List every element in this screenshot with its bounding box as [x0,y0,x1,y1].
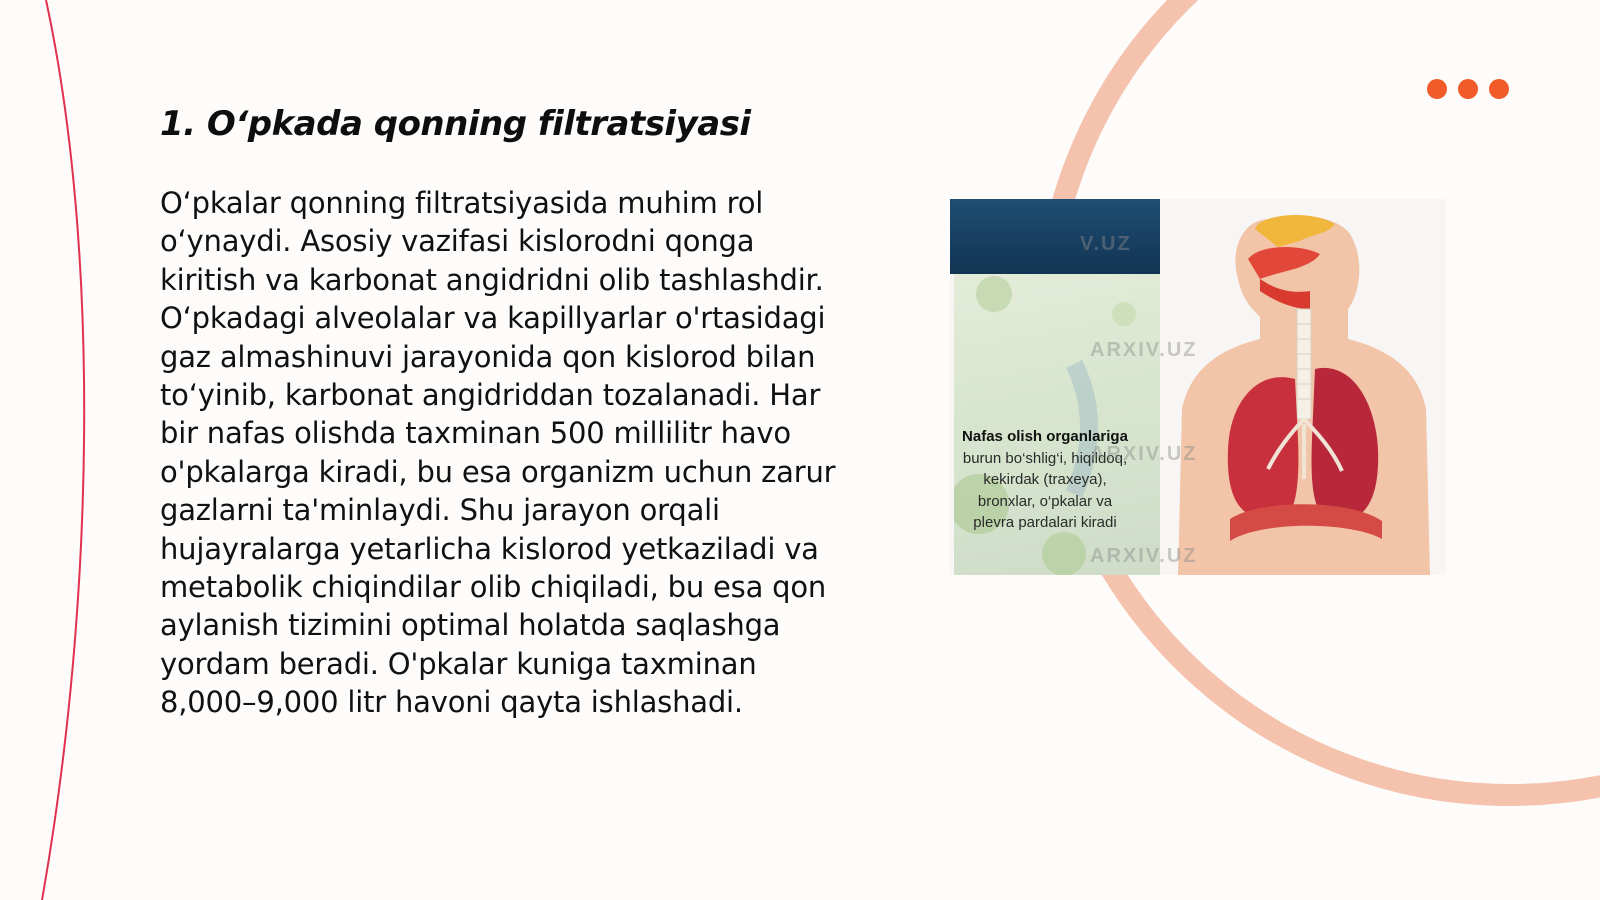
human-torso-illustration [1160,199,1446,575]
watermark-2: ARXIV.UZ [1090,339,1198,361]
dot-3 [1489,79,1509,99]
dot-1 [1427,79,1447,99]
dot-2 [1458,79,1478,99]
slide-title: 1. O‘pkada qonning filtratsiyasi [160,104,751,144]
watermark-4: ARXIV.UZ [1090,545,1198,567]
watermark-1: V.UZ [1080,233,1132,255]
left-accent-line [42,0,84,900]
slide-body-text: O‘pkalar qonning filtratsiyasida muhim rol o‘ynaydi. Asosiy vazifasi kislorodni qonga kiritish va karbonat angidridni olib tashlashdir. O‘pkadagi alveolalar va kapillyarlar o'rtasidagi gaz almashinuvi jarayonida qon kislorod bilan to‘yinib, karbonat angidriddan tozalanadi. Har bir nafas olishda taxminan 500 millilitr havo o'pkalarga kiradi, bu esa organizm uchun zarur gazlarni ta'minlaydi. Shu jarayon orqali hujayralarga yetarlicha kislorod yetkaziladi va metabolik chiqindilar olib chiqiladi, bu esa qon aylanish tizimini optimal holatda saqlashga yordam beradi. O'pkalar kuniga taxminan 8,000–9,000 litr havoni qayta ishlashadi. [160,186,836,720]
watermark-3: ARXIV.UZ [1090,443,1198,465]
image-caption-panel [954,274,1160,575]
menu-dots [1427,79,1509,99]
respiratory-system-image [950,199,1446,575]
caption-rest: burun bo‘shlig‘i, hiqildoq, kekirdak (traxeya), bronxlar, o‘pkalar va plevra pardalari kiradi [962,449,1128,531]
caption-bold: Nafas olish organlariga [962,428,1128,445]
